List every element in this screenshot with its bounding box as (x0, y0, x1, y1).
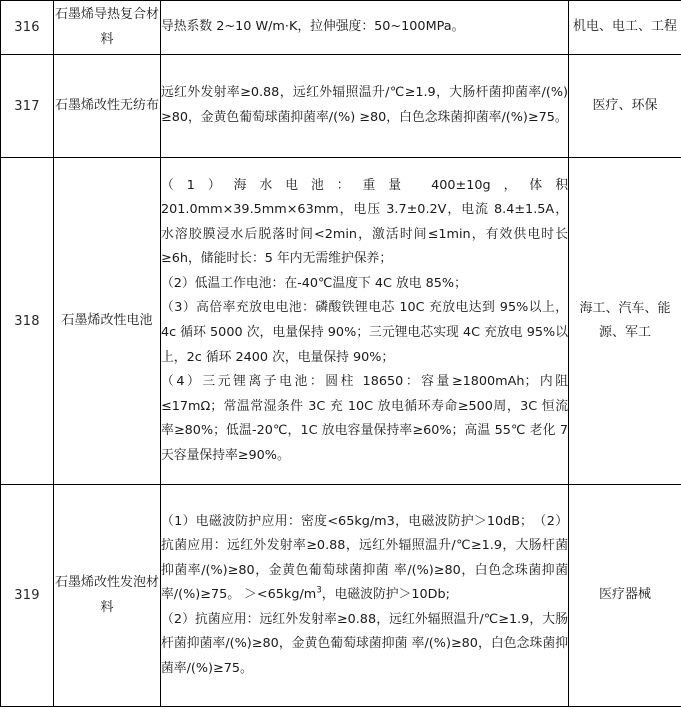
description-paragraph: （2）抗菌应用：远红外发射率≥0.88，远红外辐照温升/℃≥1.9，大肠杆菌抑菌率/(%)≥80，金黄色葡萄球菌抑菌 率/(%)≥80，白色念珠菌抑菌率/(%)≥75。 (161, 611, 568, 676)
row-description (161, 485, 569, 707)
table-body (1, 1, 681, 707)
row-name: 石墨烯导热复合材料 (54, 1, 161, 55)
table-row (1, 55, 681, 158)
row-description (161, 1, 569, 55)
description-paragraph: （1）电磁波防护应用：密度<65kg/m3，电磁波防护＞10dB； （2）抗菌应用：远红外发射率≥0.88，远红外辐照温升/℃≥1.9，大肠杆菌抑菌率/(%)≥80，金黄色葡萄球菌抑菌 率/(%)≥80，白色念珠菌抑菌率/(%)≥75。 $><65kg/m^3$，电磁波防护＞10Db; (161, 513, 568, 603)
row-id: 316 (1, 1, 54, 55)
description-paragraph: 远红外发射率≥0.88，远红外辐照温升/℃≥1.9，大肠杆菌抑菌率/(%) ≥80，金黄色葡萄球菌抑菌率/(%) ≥80，白色念珠菌抑菌率/(%)≥75。 (161, 85, 568, 125)
row-field: 医疗器械 (569, 485, 681, 707)
row-id: 318 (1, 158, 54, 485)
row-name: 石墨烯改性电池 (54, 158, 161, 485)
row-name: 石墨烯改性发泡材料 (54, 485, 161, 707)
description-paragraph: （2）低温工作电池：在-40℃温度下 4C 放电 85%； (161, 275, 467, 291)
row-id: 317 (1, 55, 54, 158)
description-paragraph: （3）高倍率充放电电池：磷酸铁锂电芯 10C 充放电达到 95%以上，4c 循环 5000 次，电量保持 90%；三元锂电芯实现 4C 充放电 95%以上，2c 循环 2400 次，电量保持 90%； (161, 300, 568, 365)
table-row (1, 1, 681, 55)
row-field: 海工、汽车、能源、军工 (569, 158, 681, 485)
row-name: 石墨烯改性无纺布 (54, 55, 161, 158)
description-paragraph: （4）三元锂离子电池：圆柱 18650：容量≥1800mAh；内阻≤17mΩ；常温常湿条件 3C 充 10C 放电循环寿命≥500周，3C 恒流率≥80%；低温-20℃，1C 放电容量保持率≥60%；高温 55℃ 老化 7 天容量保持率≥90%。 (161, 374, 568, 463)
description-paragraph: （1）海水电池：重量 400±10g，体积 201.0mm×39.5mm×63mm，电压 3.7±0.2V，电流 8.4±1.5A，水溶胶膜浸水后脱落时间<2min，激活时间≤1min，有效供电时长≥6h，储能时长：5 年内无需维护保养； (161, 177, 568, 267)
description-paragraph: 导热系数 2~10 W/m·K，拉伸强度：50~100MPa。 (161, 19, 465, 35)
table-row (1, 158, 681, 485)
row-description (161, 158, 569, 485)
row-description (161, 55, 569, 158)
row-id: 319 (1, 485, 54, 707)
table-row (1, 485, 681, 707)
row-field: 机电、电工、工程 (569, 1, 681, 55)
row-field: 医疗、环保 (569, 55, 681, 158)
